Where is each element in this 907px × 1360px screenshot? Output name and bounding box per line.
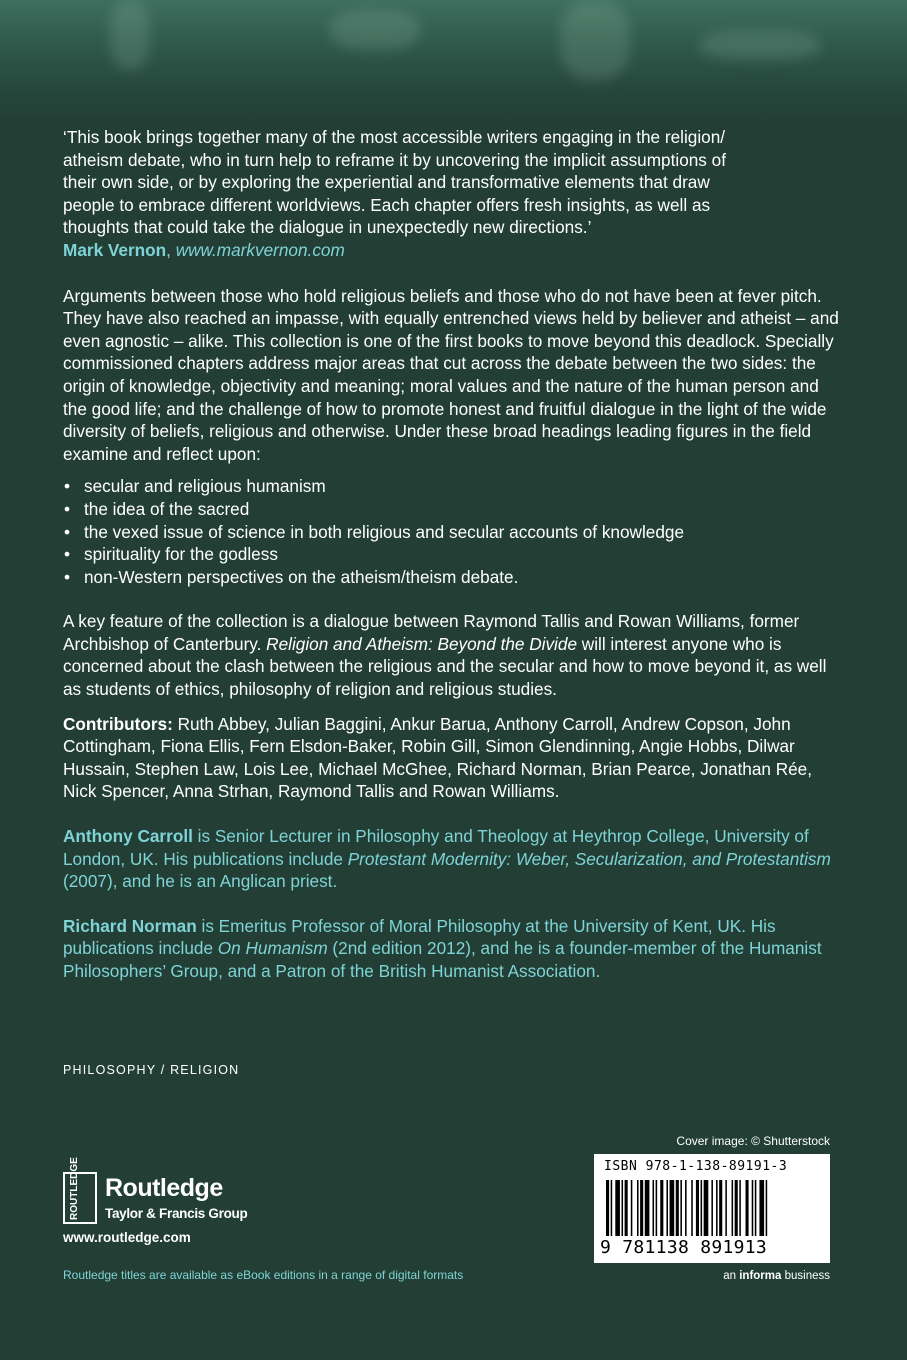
bio-text: (2nd edition 2012), and he is a founder-member of the Humanist Philosophers’ Group, and a Patron of the British Humanist Association. (63, 938, 822, 981)
barcode-bar (704, 1180, 709, 1236)
barcode-bar (732, 1180, 734, 1236)
barcode-bar (685, 1180, 687, 1236)
feature-text: will interest anyone who is concerned about the clash between the religious and the secular and how to move beyond it, as well as students of ethics, philosophy of religion and religious studies. (63, 633, 827, 700)
barcode-bar (653, 1180, 655, 1236)
barcode-bar (611, 1180, 613, 1236)
contributors-names: Ruth Abbey, Julian Baggini, Ankur Barua, Anthony Carroll, Andrew Copson, John Cottingham, Fiona Ellis, Fern Elsdon-Baker, Robin Gill, Simon Glendinning, Angie Hobbs, Dilwar Hussain, Stephen Law, Lois Lee, Michael McGhee, Richard Norman, Brian Pearce, Jonathan Rée, Nick Spencer, Anna Strhan, Raymond Tallis and Rowan Williams. (63, 713, 813, 802)
back-cover-text (63, 126, 843, 1005)
isbn-label: ISBN 978-1-138-89191-3 (604, 1159, 788, 1174)
editor-name: Richard Norman (63, 915, 197, 936)
barcode-bar (752, 1180, 754, 1236)
barcode-bar (735, 1180, 738, 1236)
barcode-bar (739, 1180, 741, 1236)
cover-photo (0, 0, 907, 120)
barcode-digits: 9 781138 891913 (600, 1237, 768, 1258)
barcode-bar (676, 1180, 679, 1236)
feature-text: A key feature of the collection is a dialogue between Raymond Tallis and Rowan Williams, former Archbishop of Canterbury. (63, 611, 800, 654)
publisher-brand: Routledge (105, 1174, 223, 1202)
topic-item: • non-Western perspectives on the atheism/theism debate. (63, 566, 843, 589)
barcode-bar (701, 1180, 703, 1236)
feature-paragraph (63, 610, 843, 700)
barcode-bar (640, 1180, 643, 1236)
barcode-bar (645, 1180, 650, 1236)
publisher-website: www.routledge.com (63, 1230, 191, 1245)
contributors-paragraph (63, 713, 843, 803)
informa-credit (723, 1270, 830, 1282)
barcode-bar (637, 1180, 639, 1236)
topic-list (63, 475, 843, 588)
ebook-note: Routledge titles are available as eBook editions in a range of digital formats (63, 1268, 464, 1282)
barcode-bar (716, 1180, 718, 1236)
barcode-bar (696, 1180, 699, 1236)
informa-brand: informa (739, 1270, 782, 1282)
topic-item: • the vexed issue of science in both religious and secular accounts of knowledge (63, 521, 843, 544)
topic-item: • the idea of the sacred (63, 498, 843, 521)
barcode-bars (606, 1180, 818, 1236)
publication-title: On Humanism (217, 938, 328, 959)
barcode-bar (759, 1180, 764, 1236)
informa-prefix: an (723, 1270, 740, 1282)
barcode-bar (625, 1180, 628, 1236)
barcode-bar (666, 1180, 668, 1236)
quote-author: Mark Vernon (63, 239, 167, 260)
barcode-bar (606, 1180, 609, 1236)
editor-name: Anthony Carroll (63, 826, 193, 847)
barcode-bar (631, 1180, 633, 1236)
topic-item: • spirituality for the godless (63, 543, 843, 566)
editor-bio (63, 825, 843, 893)
quote-line: people to embrace different worldviews. Each chapter offers fresh insights, as well as (63, 194, 711, 215)
informa-suffix: business (781, 1270, 830, 1282)
quote-url: www.markvernon.com (175, 239, 345, 260)
barcode-bar (622, 1180, 624, 1236)
barcode-bar (755, 1180, 757, 1236)
topic-item: • secular and religious humanism (63, 475, 843, 498)
bio-text: (2007), and he is an Anglican priest. (63, 871, 338, 892)
barcode-bar (615, 1180, 620, 1236)
barcode-bar (711, 1180, 713, 1236)
subject-category: PHILOSOPHY / RELIGION (63, 1063, 240, 1077)
bio-text: is Senior Lecturer in Philosophy and Theology at Heythrop College, University of London, UK. His publications include (63, 826, 809, 869)
barcode-bar (719, 1180, 722, 1236)
publication-title: Protestant Modernity: Weber, Secularization, and Protestantism (347, 848, 831, 869)
routledge-logo (63, 1157, 263, 1226)
barcode-bar (725, 1180, 727, 1236)
quote-line: their own side, or by exploring the experiential and transformative elements that draw (63, 172, 710, 193)
book-title: Religion and Atheism: Beyond the Divide (266, 633, 577, 654)
quote-line: thoughts that could take the dialogue in unexpectedly new directions.’ (63, 217, 592, 238)
barcode-bar (746, 1180, 749, 1236)
publisher-group: Taylor & Francis Group (105, 1206, 248, 1221)
barcode-bar (660, 1180, 663, 1236)
contributors-label: Contributors: (63, 713, 173, 734)
quote-attribution: Mark Vernon, www.markvernon.com (63, 239, 345, 260)
description-paragraph: Arguments between those who hold religious beliefs and those who do not have been at fever pitch. They have also reached an impasse, with equally entrenched views held by believer and atheist – and even agnostic – alike. This collection is one of the first books to move beyond this deadlock. Specially commissioned chapters address major areas that cut across the debate between the two sides: the origin of knowledge, objectivity and meaning; moral values and the nature of the human person and the good life; and the challenge of how to promote honest and fruitful dialogue in the light of the wide diversity of beliefs, religious and otherwise. Under these broad headings leading figures in the field examine and reflect upon: (63, 285, 839, 464)
barcode-bar (656, 1180, 658, 1236)
isbn-barcode (594, 1154, 830, 1263)
bio-text: is Emeritus Professor of Moral Philosophy at the University of Kent, UK. His publications include (63, 915, 776, 959)
cover-credit: Cover image: © Shutterstock (676, 1134, 830, 1148)
logo-vertical-text: ROUTLEDGE (69, 1157, 80, 1220)
quote-line: atheism debate, who in turn help to reframe it by uncovering the implicit assumptions of (63, 149, 727, 170)
barcode-bar (766, 1180, 768, 1236)
barcode-bar (691, 1180, 693, 1236)
barcode-bar (670, 1180, 675, 1236)
quote-line: ‘This book brings together many of the most accessible writers engaging in the religion/ (63, 127, 726, 147)
editor-bio (63, 915, 843, 983)
endorsement-quote (63, 126, 843, 239)
barcode-bar (680, 1180, 682, 1236)
routledge-logo-mark (63, 1157, 97, 1224)
